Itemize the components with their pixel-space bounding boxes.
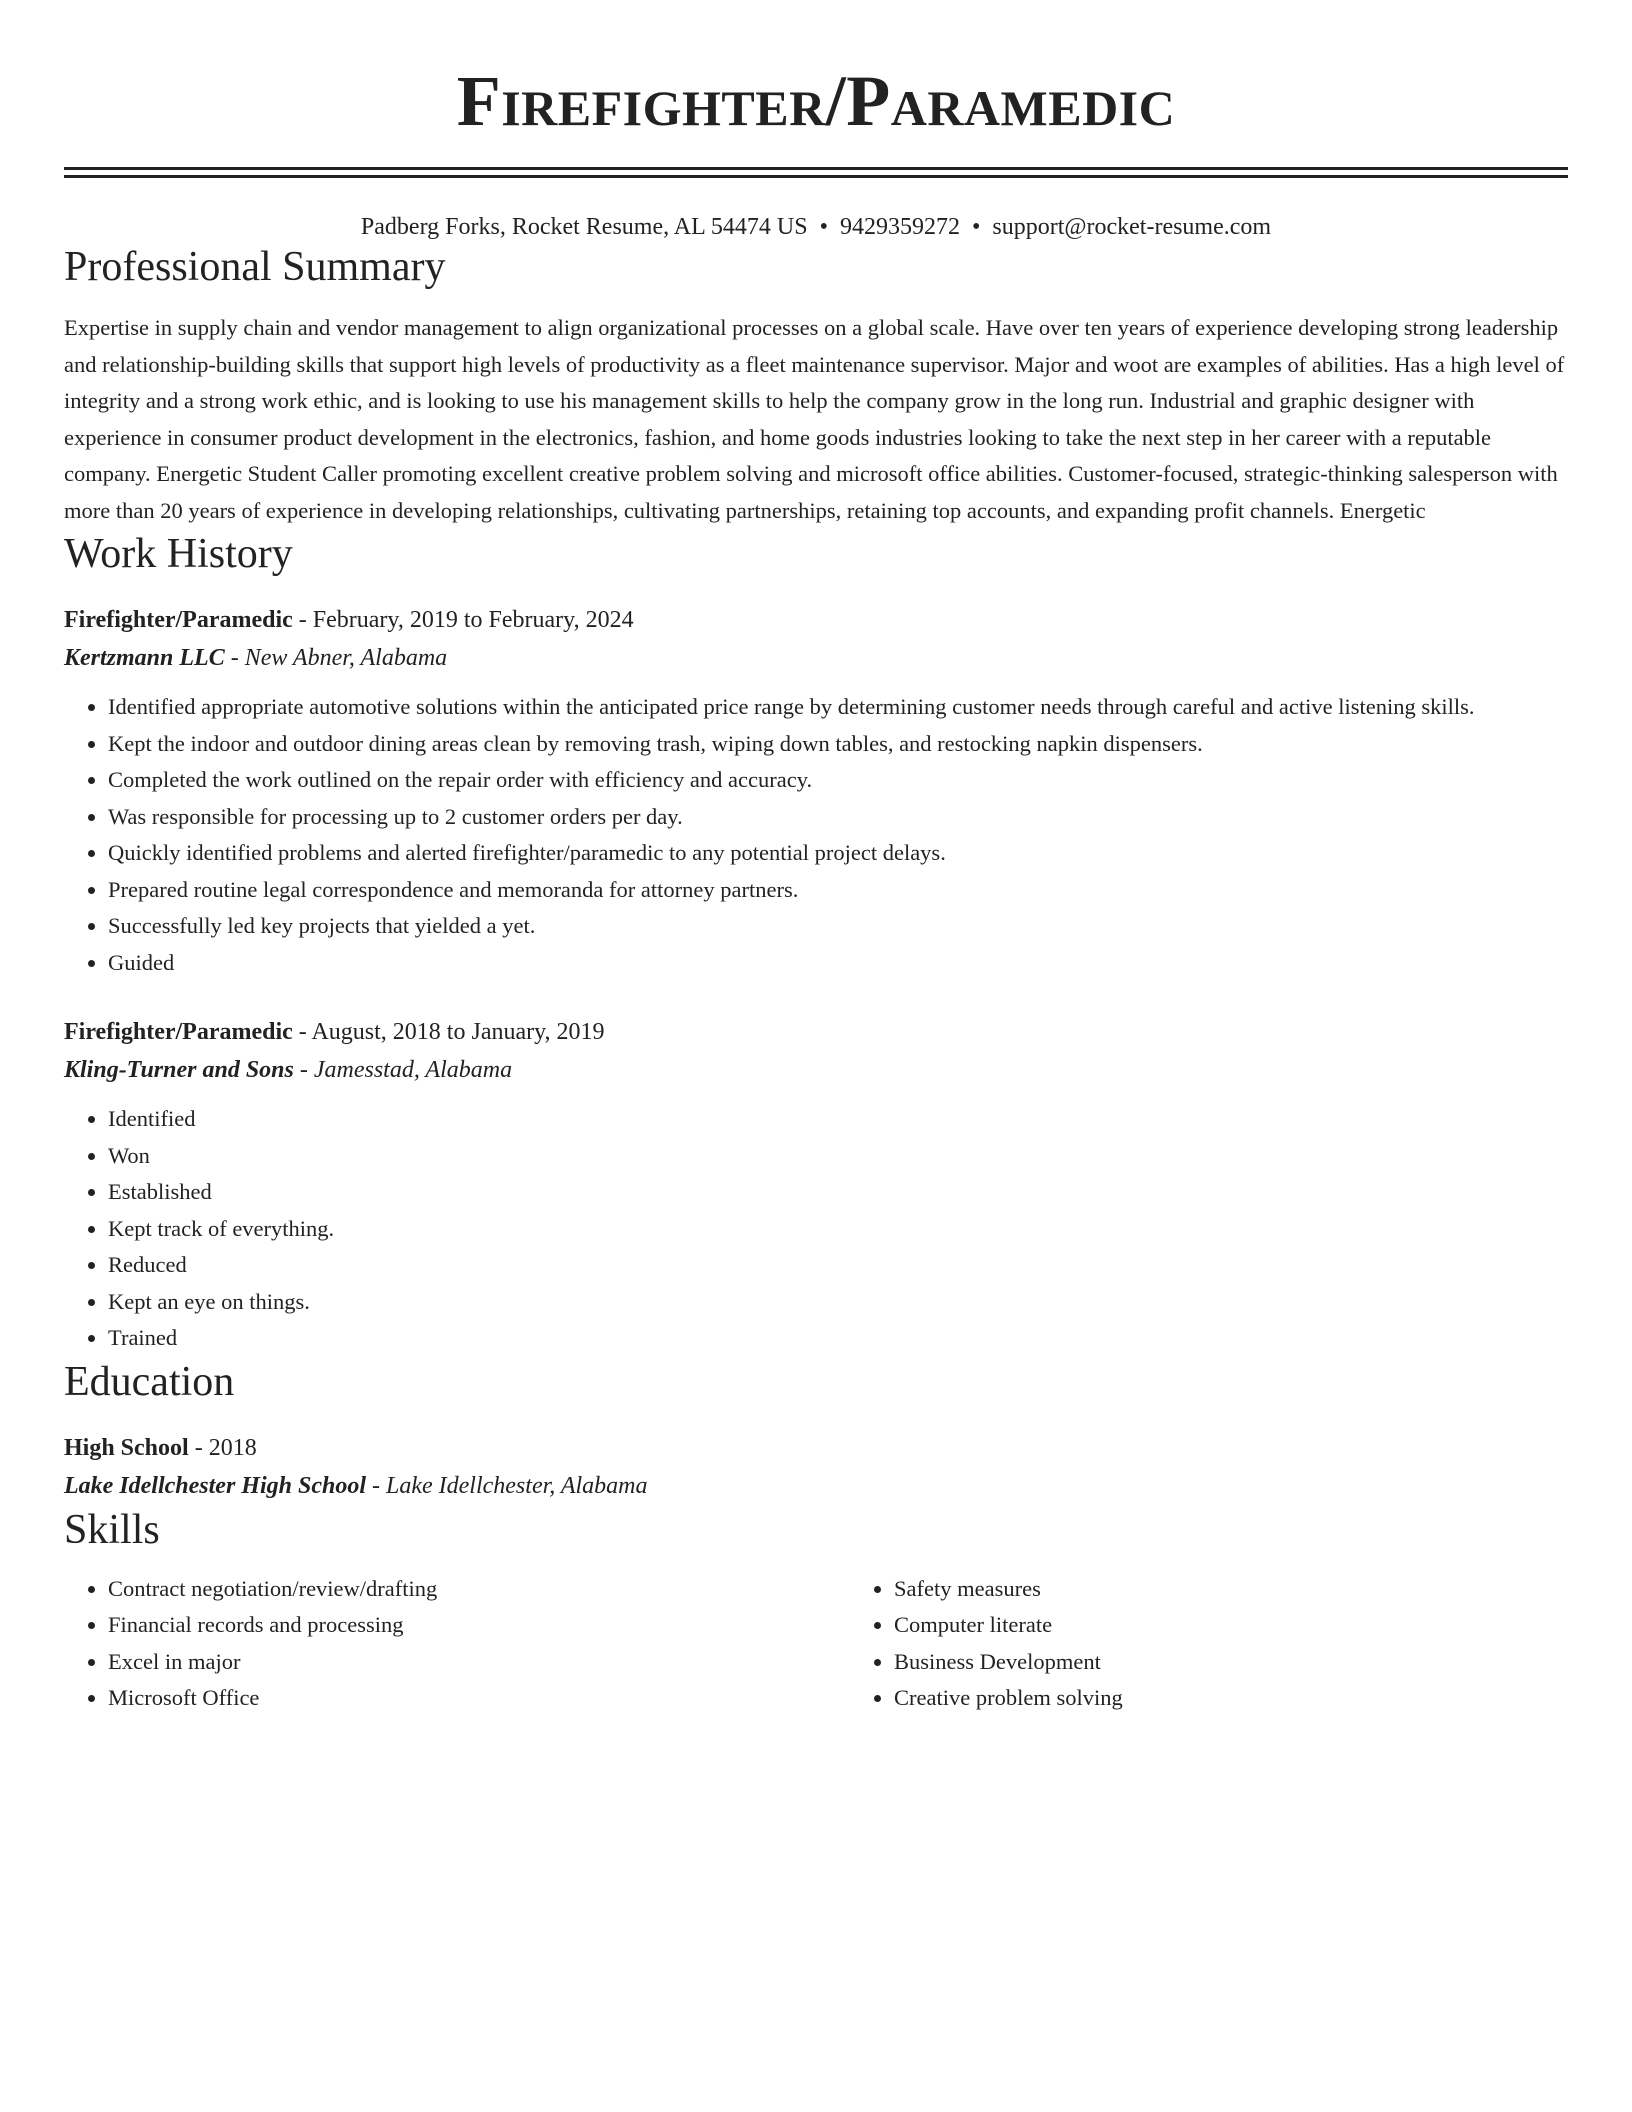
job-title-line: [64, 601, 1568, 639]
job-title-line: [64, 1013, 1568, 1051]
contact-line: [64, 212, 1568, 242]
job-title: Firefighter/Paramedic: [64, 1019, 293, 1045]
education-location: - Lake Idellchester, Alabama: [366, 1472, 648, 1499]
job-bullet: • Successfully led key projects that yielded a yet.: [108, 908, 1568, 945]
work-history-heading: Work History: [64, 531, 293, 577]
contact-separator: •: [971, 214, 981, 240]
job-bullets: [64, 689, 1568, 981]
education-year: - 2018: [188, 1434, 257, 1461]
skills-list-right: [850, 1571, 1632, 1717]
job-bullet: • Completed the work outlined on the repair order with efficiency and accuracy.: [108, 762, 1568, 799]
contact-email: support@rocket-resume.com: [992, 214, 1272, 240]
skill-item: • Contract negotiation/review/drafting: [108, 1571, 850, 1608]
job-bullet: • Prepared routine legal correspondence and memoranda for attorney partners.: [108, 872, 1568, 909]
education-degree: High School: [64, 1434, 189, 1461]
job-location: - New Abner, Alabama: [224, 645, 448, 671]
education-school: Lake Idellchester High School: [64, 1472, 366, 1499]
summary-text: Expertise in supply chain and vendor management to align organizational processes on a global scale. Have over ten years of experience developing strong leadership and relationship-building skills that support high levels of productivity as a fleet maintenance supervisor. Major and woot are examples of abilities. Has a high level of integrity and a strong work ethic, and is looking to use his management skills to help the company grow in the long run. Industrial and graphic designer with experience in consumer product development in the electronics, fashion, and home goods industries looking to take the next step in her career with a reputable company. Energetic Student Caller promoting excellent creative problem solving and microsoft office abilities. Customer-focused, strategic-thinking salesperson with more than 20 years of experience in developing relationships, cultivating partnerships, retaining top accounts, and expanding profit channels. Energetic: [64, 315, 1565, 523]
skills-list-left: [64, 1571, 850, 1717]
job-bullet: • Quickly identified problems and alerted firefighter/paramedic to any potential project delays.: [108, 835, 1568, 872]
job-dates: - August, 2018 to January, 2019: [292, 1019, 605, 1045]
job-bullet: • Established: [108, 1174, 1568, 1211]
job-company: Kertzmann LLC: [64, 645, 225, 671]
skills-columns: [64, 1571, 1568, 1717]
job-location: - Jamesstad, Alabama: [293, 1057, 513, 1083]
skill-item: • Microsoft Office: [108, 1680, 850, 1717]
contact-address: Padberg Forks, Rocket Resume, AL 54474 US: [360, 214, 808, 240]
summary-heading: Professional Summary: [64, 244, 446, 290]
title-rule-bottom: [64, 175, 1568, 178]
job-bullet: • Kept an eye on things.: [108, 1284, 1568, 1321]
job-title: Firefighter/Paramedic: [64, 607, 293, 633]
job-bullet: • Was responsible for processing up to 2 customer orders per day.: [108, 799, 1568, 836]
job-bullet: • Identified: [108, 1101, 1568, 1138]
job-bullet: • Trained: [108, 1320, 1568, 1357]
job-entry: [64, 1013, 1568, 1357]
job-bullet: • Won: [108, 1138, 1568, 1175]
job-bullet: • Identified appropriate automotive solutions within the anticipated price range by determining customer needs through careful and active listening skills.: [108, 689, 1568, 726]
skill-item: • Excel in major: [108, 1644, 850, 1681]
job-company: Kling-Turner and Sons: [64, 1057, 294, 1083]
education-entry: [64, 1429, 1568, 1505]
job-bullet: • Kept the indoor and outdoor dining areas clean by removing trash, wiping down tables, and restocking napkin dispensers.: [108, 726, 1568, 763]
contact-separator: •: [819, 214, 828, 240]
skills-heading: Skills: [64, 1506, 160, 1553]
job-company-line: [64, 639, 1568, 677]
skill-item: • Creative problem solving: [894, 1680, 1632, 1717]
skill-item: • Safety measures: [894, 1571, 1632, 1608]
job-bullet: • Guided: [108, 945, 1568, 982]
education-school-line: [64, 1467, 1568, 1505]
education-degree-line: [64, 1429, 1568, 1467]
contact-phone: 9429359272: [839, 214, 960, 240]
job-entry: [64, 601, 1568, 981]
job-bullets: [64, 1101, 1568, 1357]
skill-item: • Computer literate: [894, 1607, 1632, 1644]
job-company-line: [64, 1051, 1568, 1089]
skill-item: • Financial records and processing: [108, 1607, 850, 1644]
title-rule-top: [64, 167, 1568, 170]
job-bullet: • Kept track of everything.: [108, 1211, 1568, 1248]
education-heading: Education: [64, 1358, 235, 1405]
resume-title: Firefighter/Paramedic: [456, 61, 1176, 141]
skill-item: • Business Development: [894, 1644, 1632, 1681]
job-dates: - February, 2019 to February, 2024: [292, 607, 634, 633]
job-bullet: • Reduced: [108, 1247, 1568, 1284]
